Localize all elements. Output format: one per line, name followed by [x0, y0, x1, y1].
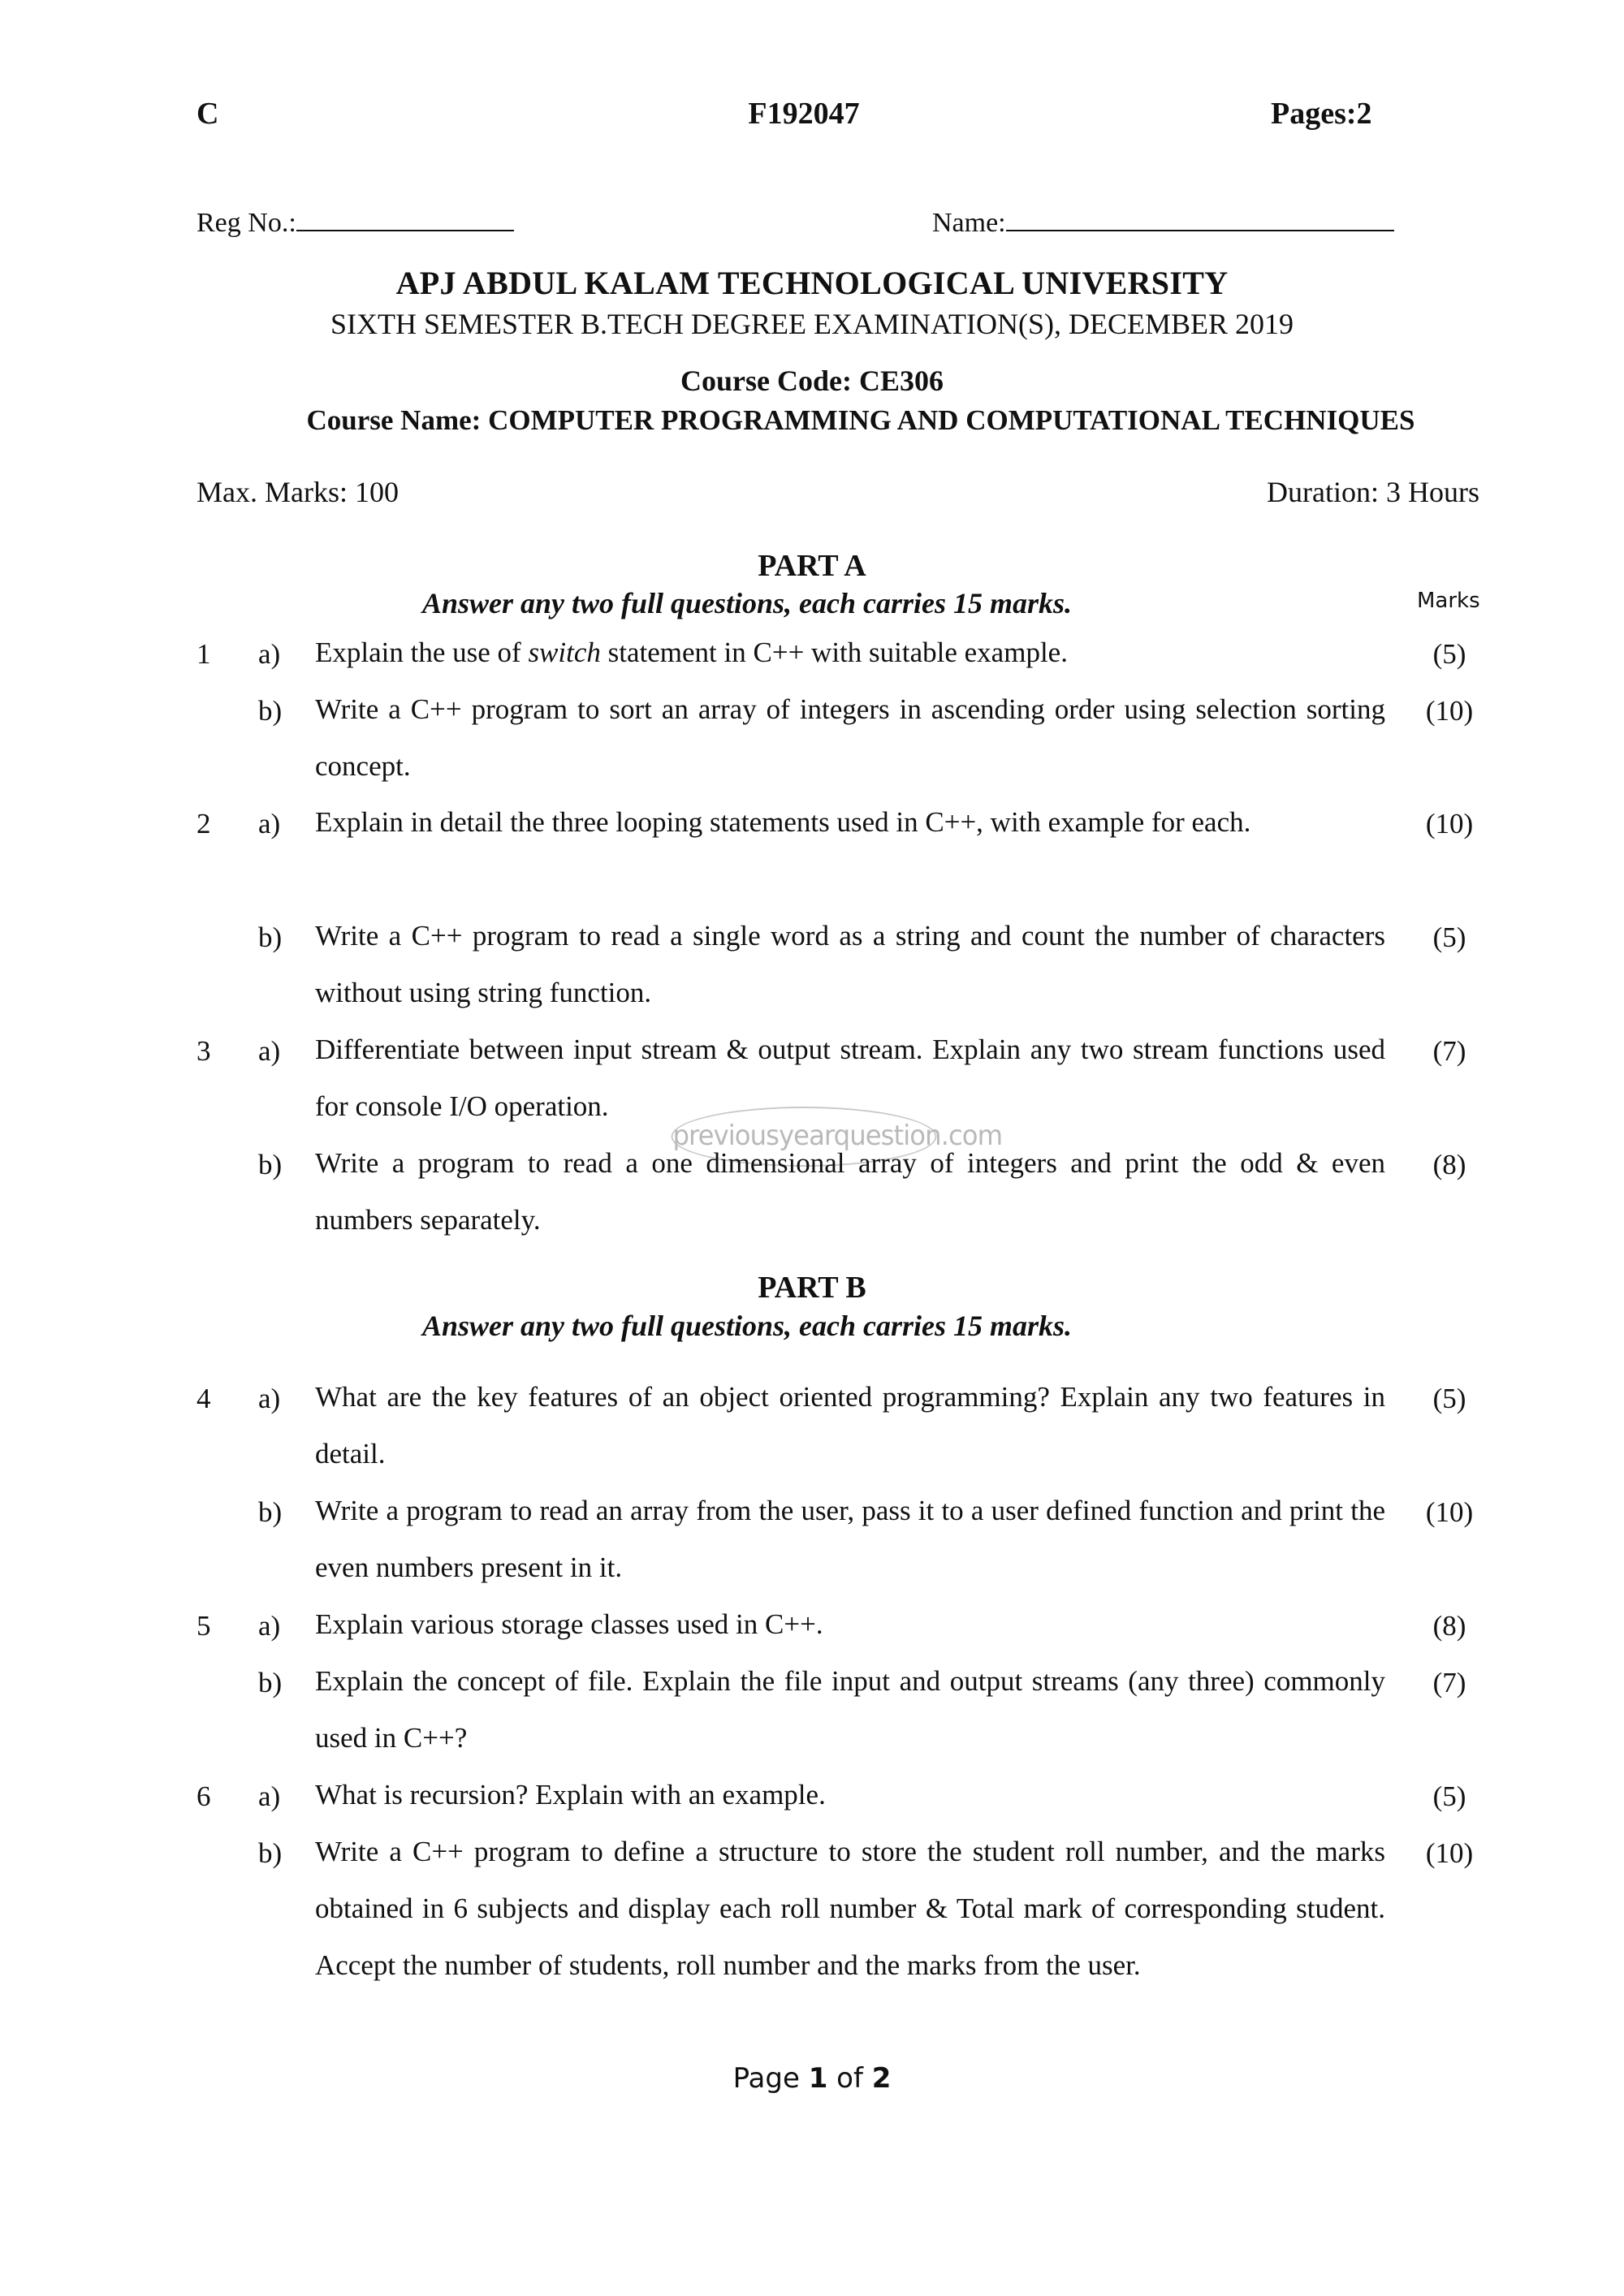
question-text: Differentiate between input stream & output stream. Explain any two stream functions used for console I/O operation. [315, 1034, 1385, 1122]
reg-no-blank [296, 209, 514, 231]
university-title: APJ ABDUL KALAM TECHNOLOGICAL UNIVERSITY [395, 265, 1229, 301]
question-marks: (5) [1432, 1383, 1466, 1414]
question-marks: (8) [1432, 1149, 1466, 1180]
question-marks: (10) [1425, 1496, 1474, 1528]
question-number: 1 [197, 638, 211, 670]
part-a-title: PART A [758, 549, 866, 583]
question-text: Write a program to read an array from the user, pass it to a user defined function and print the even numbers present in it. [315, 1495, 1385, 1583]
question-marks: (8) [1432, 1610, 1466, 1642]
question-marks: (5) [1432, 638, 1466, 670]
question-part: a) [258, 1383, 281, 1414]
question-marks: (7) [1432, 1667, 1466, 1698]
duration: Duration: 3 Hours [1267, 476, 1479, 508]
part-b-title: PART B [758, 1271, 866, 1305]
name-field [932, 208, 1394, 239]
reg-no-label: Reg No.: [197, 208, 296, 238]
question-part: b) [258, 1837, 283, 1869]
name-blank [1006, 209, 1394, 231]
question-part: b) [258, 695, 283, 727]
footer-total-pages: 2 [871, 2062, 892, 2095]
reg-no-field [197, 208, 514, 239]
course-name-label: Course Name: [306, 404, 482, 436]
question-text-segment: statement in C++ with suitable example. [600, 637, 1068, 668]
page-footer [0, 2062, 1624, 2095]
question-marks: (10) [1425, 1837, 1474, 1869]
question-marks: (5) [1432, 1780, 1466, 1812]
question-text: What is recursion? Explain with an example. [315, 1779, 826, 1810]
exam-title: SIXTH SEMESTER B.TECH DEGREE EXAMINATION(S), DECEMBER 2019 [330, 308, 1294, 340]
marks-column-heading: Marks [1417, 589, 1480, 613]
question-text: Write a C++ program to define a structure to store the student roll number, and the marks obtained in 6 subjects and display each roll number & Total mark of corresponding student. Accept the number of students, roll number and the marks from the user. [315, 1836, 1385, 1981]
footer-prefix: Page [732, 2062, 809, 2095]
question-text-segment: Explain the use of [315, 637, 529, 668]
course-name [49, 404, 1624, 437]
page-count: Pages:2 [1271, 97, 1372, 131]
part-a-instruction: Answer any two full questions, each carries 15 marks. [421, 587, 1073, 619]
question-text: Explain various storage classes used in C++. [315, 1608, 823, 1640]
question-text: Explain the concept of file. Explain the file input and output streams (any three) commonly used in C++? [315, 1665, 1385, 1754]
question-part: a) [258, 638, 281, 670]
question-number: 6 [197, 1780, 211, 1812]
footer-current-page: 1 [808, 2062, 828, 2095]
question-part: a) [258, 1035, 281, 1067]
question-text: What are the key features of an object oriented programming? Explain any two features in detail. [315, 1381, 1385, 1470]
name-label: Name: [932, 208, 1006, 238]
paper-code: F192047 [748, 97, 860, 131]
question-number: 2 [197, 808, 211, 839]
question-marks: (10) [1425, 808, 1474, 839]
watermark-logo: previousyearquestion.com [672, 1107, 937, 1167]
question-part: a) [258, 808, 281, 839]
part-b-instruction: Answer any two full questions, each carries 15 marks. [421, 1310, 1073, 1342]
question-text-emphasis: switch [528, 637, 601, 668]
question-number: 4 [197, 1383, 211, 1414]
question-text: Explain in detail the three looping statements used in C++, with example for each. [315, 806, 1251, 838]
question-text [315, 624, 1385, 681]
series-code: C [197, 97, 219, 131]
question-number: 5 [197, 1610, 211, 1642]
course-code: Course Code: CE306 [680, 365, 944, 397]
question-marks: (10) [1425, 695, 1474, 727]
question-marks: (5) [1432, 921, 1466, 953]
question-text: Write a program to read a one dimensional array of integers and print the odd & even numbers separately. [315, 1147, 1385, 1236]
course-name-value: COMPUTER PROGRAMMING AND COMPUTATIONAL TECHNIQUES [488, 404, 1415, 436]
question-part: b) [258, 921, 283, 953]
question-part: b) [258, 1667, 283, 1698]
question-part: b) [258, 1149, 283, 1180]
question-part: a) [258, 1610, 281, 1642]
footer-middle: of [827, 2062, 872, 2095]
max-marks: Max. Marks: 100 [197, 476, 399, 508]
question-part: b) [258, 1496, 283, 1528]
question-number: 3 [197, 1035, 211, 1067]
question-text: Write a C++ program to read a single word as a string and count the number of characters without using string function. [315, 920, 1385, 1008]
question-text: Write a C++ program to sort an array of integers in ascending order using selection sorting concept. [315, 693, 1385, 782]
question-part: a) [258, 1780, 281, 1812]
question-marks: (7) [1432, 1035, 1466, 1067]
